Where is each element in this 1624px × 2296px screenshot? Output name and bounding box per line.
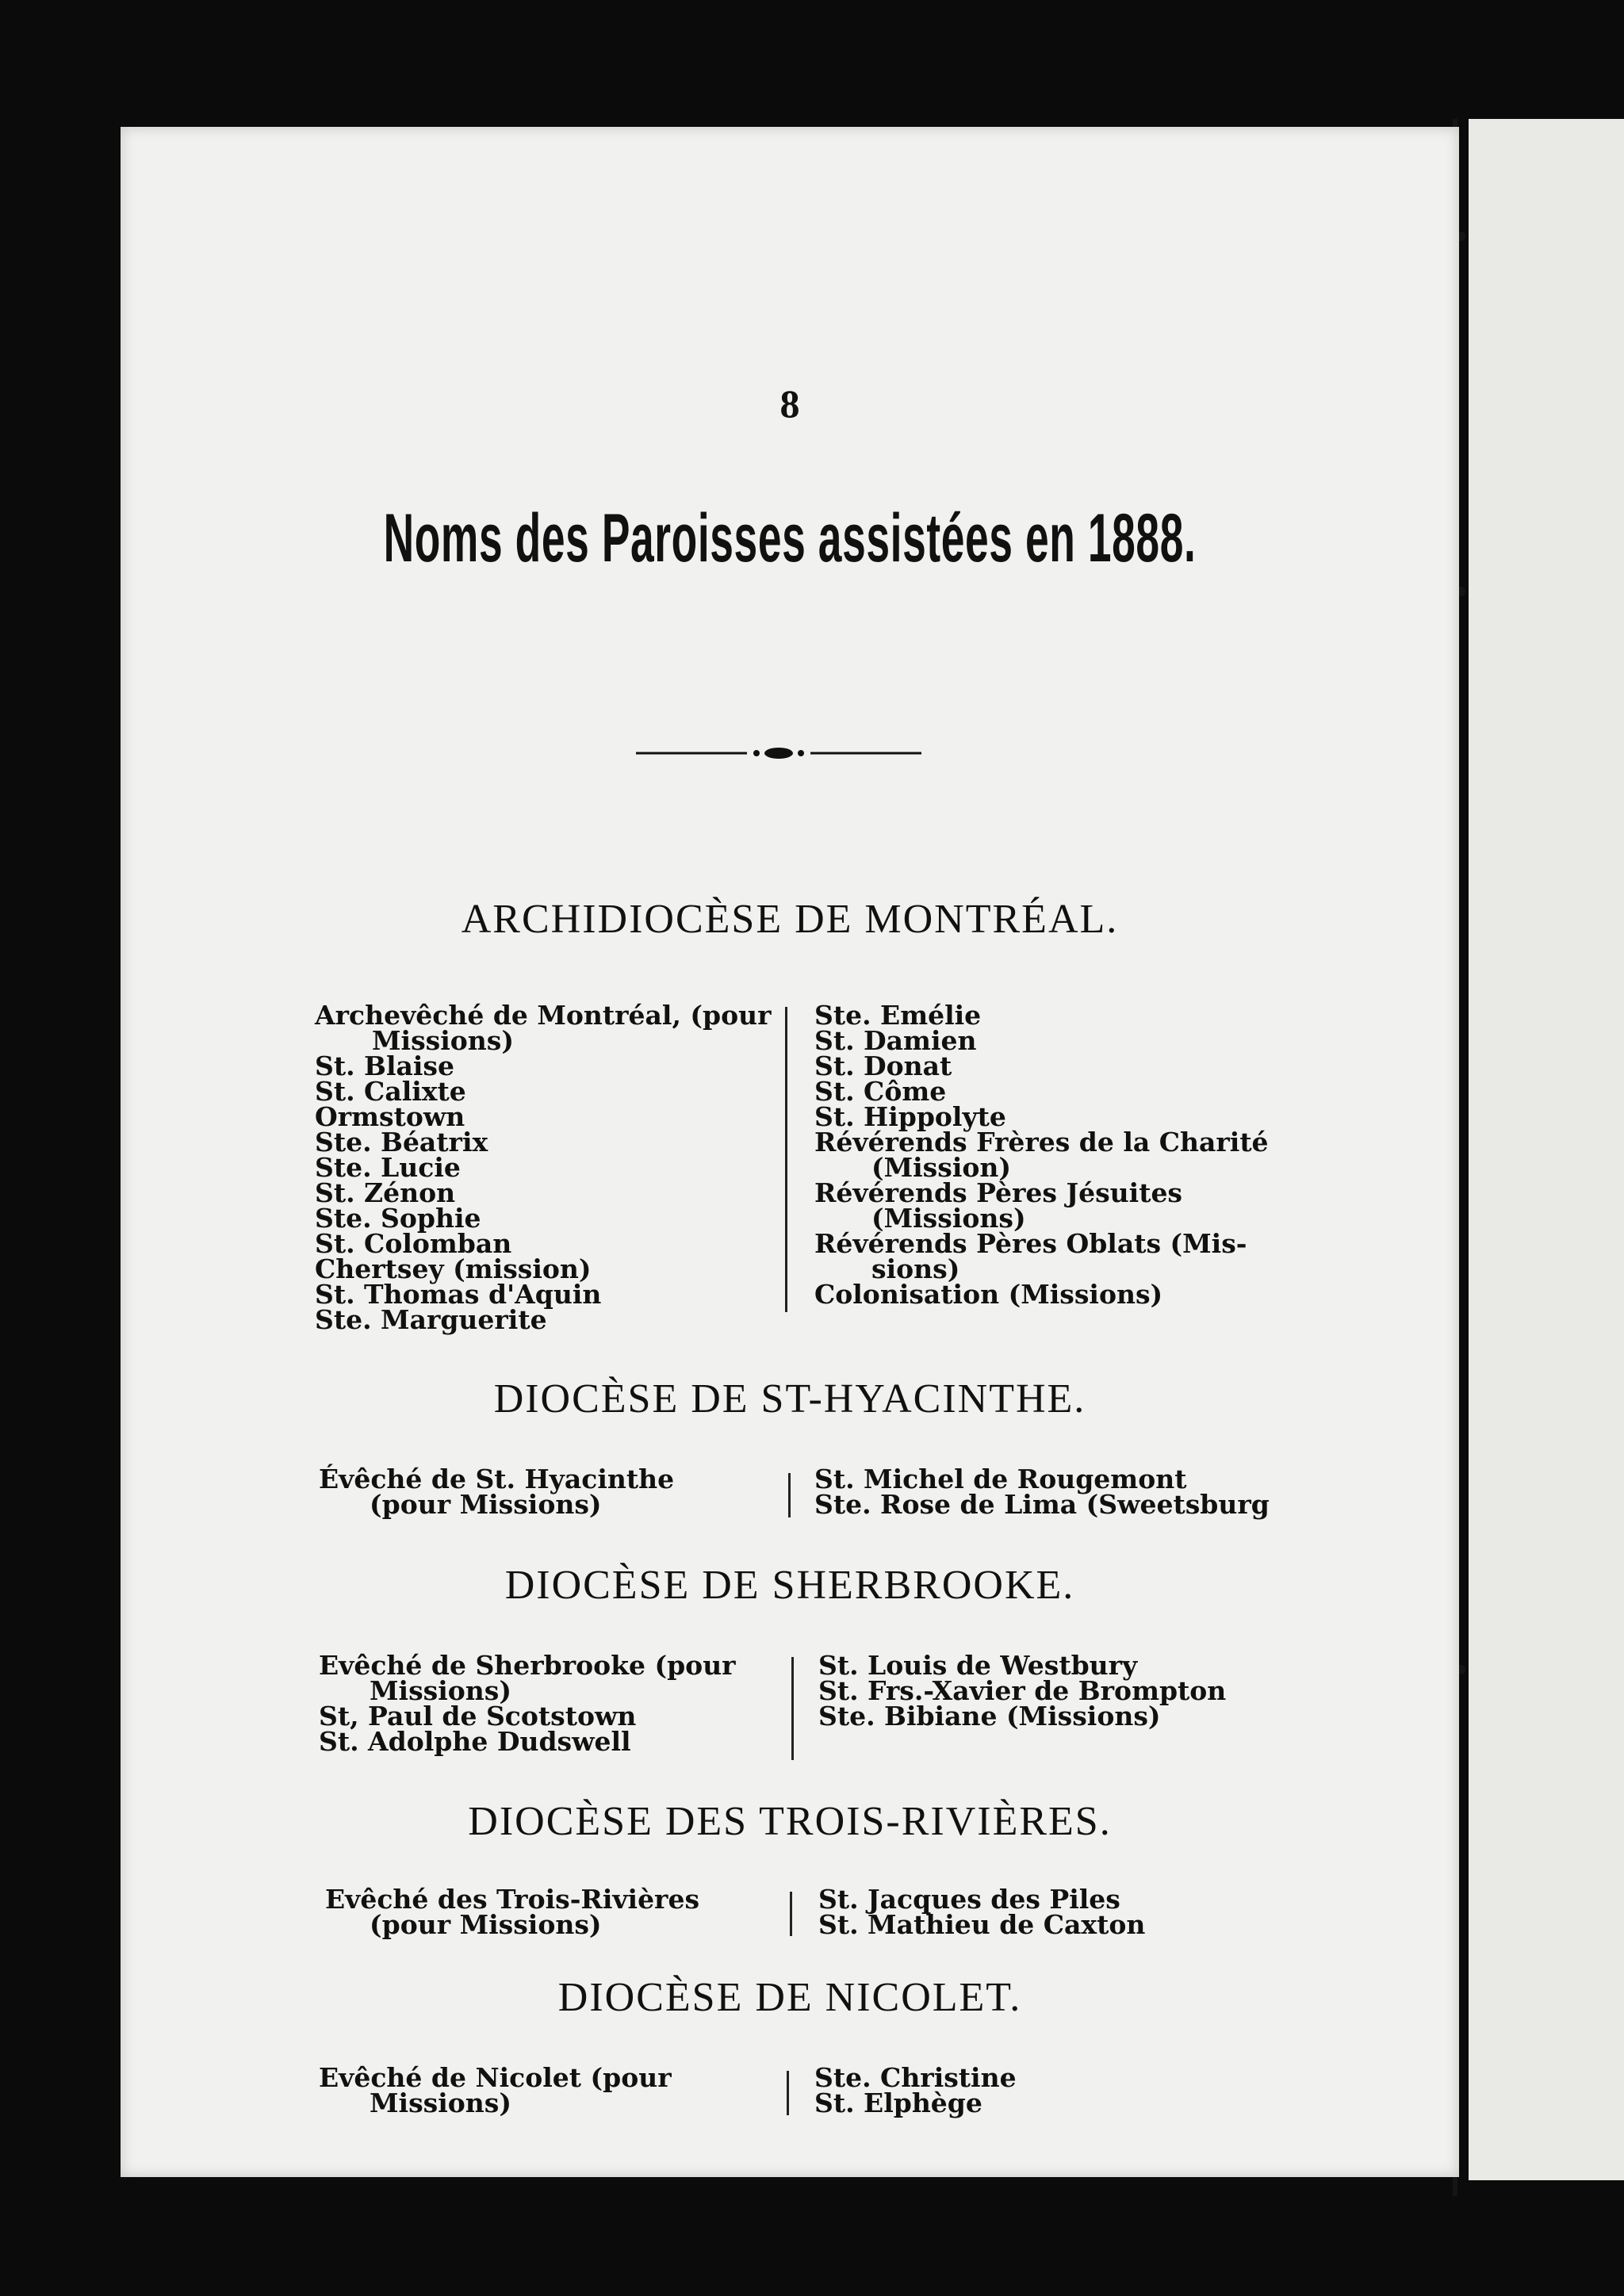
list-item: (pour Missions) [370, 1489, 602, 1520]
list-item: St. Louis de Westbury [818, 1650, 1138, 1681]
section-heading-sherbrooke: DIOCÈSE DE SHERBROOKE. [504, 1563, 1075, 1608]
list-item: Ste. Lucie [315, 1152, 461, 1183]
section-heading-trois-rivieres: DIOCÈSE DES TROIS-RIVIÈRES. [468, 1799, 1112, 1844]
list-item: St. Damien [814, 1025, 977, 1056]
list-item: (Mission) [871, 1152, 1011, 1183]
parish-list-right [818, 1884, 1146, 1940]
list-item: Ormstown [315, 1101, 465, 1132]
list-item: St. Colomban [315, 1228, 512, 1259]
column-divider [788, 1473, 791, 1517]
list-item: Missions) [372, 1025, 514, 1056]
list-item: St. Thomas d'Aquin [315, 1279, 602, 1310]
list-item: St. Blaise [315, 1050, 454, 1081]
list-item: Ste. Béatrix [315, 1127, 488, 1158]
list-item: St. Zénon [315, 1177, 456, 1208]
list-item: St. Hippolyte [814, 1101, 1006, 1132]
facing-page-edge [1469, 119, 1624, 2180]
section-heading-nicolet: DIOCÈSE DE NICOLET. [557, 1975, 1022, 2020]
ornament-divider [636, 741, 921, 765]
list-item: St, Paul de Scotstown [319, 1701, 637, 1732]
section-heading-montreal: ARCHIDIOCÈSE DE MONTRÉAL. [461, 897, 1119, 942]
page-number: 8 [779, 381, 800, 426]
parish-list-left [315, 1000, 772, 1335]
parish-list-left [319, 1650, 736, 1757]
list-item: St. Mathieu de Caxton [818, 1909, 1146, 1940]
column-divider [790, 1892, 792, 1936]
list-item: Ste. Rose de Lima (Sweetsburg [814, 1489, 1270, 1520]
list-item: St. Côme [814, 1076, 947, 1107]
column-divider [785, 1007, 787, 1312]
list-item: Ste. Christine [814, 2062, 1017, 2093]
list-item: Ste. Sophie [315, 1203, 481, 1234]
list-item: Ste. Bibiane (Missions) [818, 1701, 1161, 1732]
list-item: Missions) [370, 1675, 511, 1706]
page-title: Noms des Paroisses assistées en 1888. [383, 500, 1197, 576]
list-item: St. Elphège [814, 2087, 982, 2118]
list-item: Colonisation (Missions) [814, 1279, 1163, 1310]
parish-list-right [818, 1650, 1227, 1732]
list-item: St. Frs.-Xavier de Brompton [818, 1675, 1227, 1706]
document-page [121, 127, 1459, 2177]
list-item: Evêché des Trois-Rivières [325, 1884, 700, 1915]
list-item: St. Jacques des Piles [818, 1884, 1120, 1915]
list-item: Archevêché de Montréal, (pour [315, 1000, 772, 1031]
list-item: Evêché de Nicolet (pour [319, 2062, 672, 2093]
parish-list-right [814, 1000, 1269, 1310]
parish-list-right [814, 2062, 1017, 2118]
list-item: St. Michel de Rougemont [814, 1464, 1187, 1494]
list-item: St. Donat [814, 1050, 952, 1081]
column-divider [791, 1657, 794, 1760]
list-item: Chertsey (mission) [315, 1253, 592, 1284]
list-item: sions) [871, 1253, 960, 1284]
list-item: (Missions) [871, 1203, 1026, 1234]
list-item: Révérends Frères de la Charité [814, 1127, 1269, 1158]
list-item: (pour Missions) [370, 1909, 602, 1940]
list-item: Missions) [370, 2087, 511, 2118]
list-item: Ste. Emélie [814, 1000, 982, 1031]
list-item: St. Adolphe Dudswell [319, 1726, 631, 1757]
parish-list-left [325, 1884, 700, 1940]
section-heading-st-hyacinthe: DIOCÈSE DE ST-HYACINTHE. [493, 1376, 1086, 1422]
list-item: Révérends Pères Oblats (Mis- [814, 1228, 1247, 1259]
list-item: Ste. Marguerite [315, 1304, 547, 1335]
parish-list-right [814, 1464, 1270, 1520]
parish-list-left [319, 1464, 675, 1520]
list-item: Evêché de Sherbrooke (pour [319, 1650, 736, 1681]
list-item: Évêché de St. Hyacinthe [319, 1464, 675, 1494]
list-item: Révérends Pères Jésuites [814, 1177, 1183, 1208]
column-divider [787, 2071, 789, 2115]
parish-list-left [319, 2062, 672, 2118]
list-item: St. Calixte [315, 1076, 466, 1107]
